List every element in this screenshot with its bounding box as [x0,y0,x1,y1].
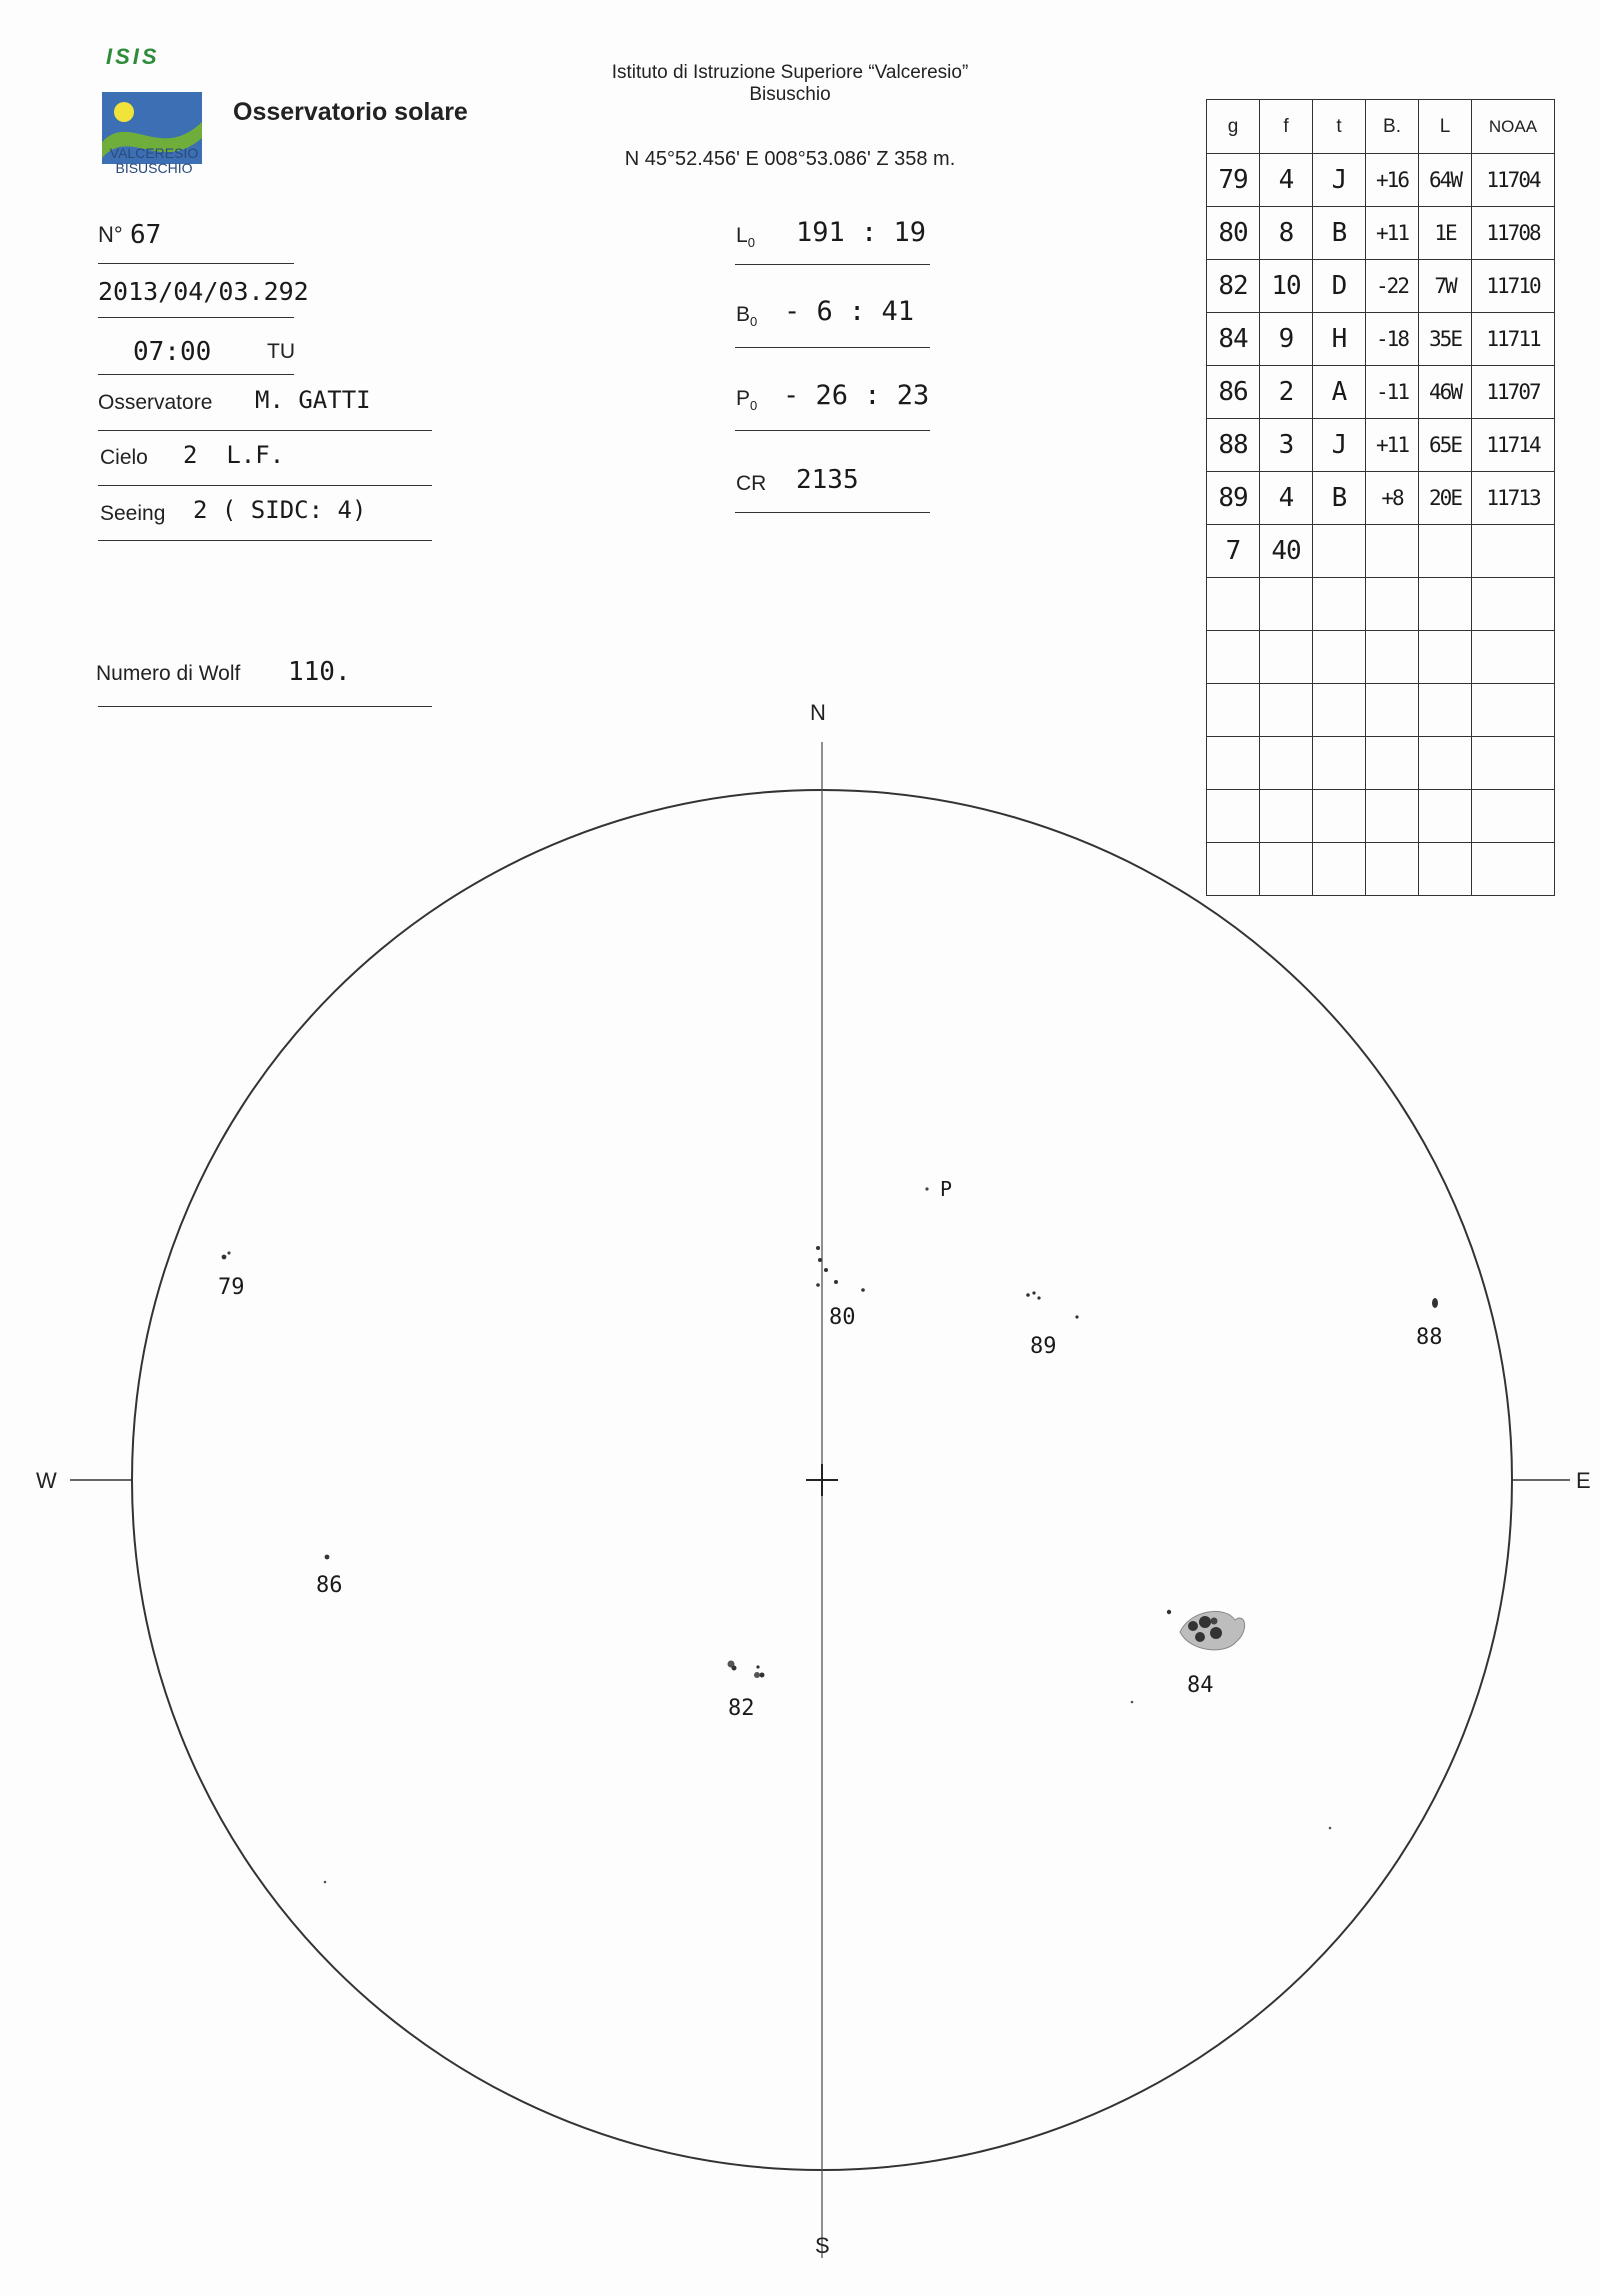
number-value: 67 [130,220,162,250]
stray-dot [1131,1701,1134,1704]
cell: 8 [1260,207,1313,260]
seeing-line [98,540,432,541]
cell: A [1313,366,1366,419]
seeing-label: Seeing [100,502,166,525]
table-row [1207,419,1555,472]
cell: 84 [1207,313,1260,366]
col-header-f: f [1260,100,1313,154]
cell: 64W [1419,154,1472,207]
total-spots: 40 [1260,525,1313,578]
cell: 3 [1260,419,1313,472]
cell: 11704 [1472,154,1555,207]
cell: -18 [1366,313,1419,366]
b0-label: $B_0$ [736,303,758,330]
cell [1419,525,1472,578]
institute-line1: Istituto di Istruzione Superiore “Valceresio” [611,62,969,83]
cell: J [1313,419,1366,472]
cell [1472,525,1555,578]
p0-value: - 26 : 23 [783,380,930,411]
cr-value: 2135 [796,465,859,495]
spot-label-86: 86 [316,1573,343,1598]
cell: -22 [1366,260,1419,313]
cell: 1E [1419,207,1472,260]
table-header-row [1207,100,1555,154]
sunspot-group-89 [1026,1291,1078,1318]
cell: 86 [1207,366,1260,419]
l0-value: 191 : 19 [796,217,927,248]
logo-caption-line2: BISUSCHIO [115,160,193,176]
institute-line2: Bisuschio [749,84,831,105]
cr-line [735,512,930,513]
spot-label-89: 89 [1030,1334,1057,1359]
north-label: N [810,700,826,725]
cell: 10 [1260,260,1313,313]
sky-label: Cielo [100,446,148,469]
spot-label-82: 82 [728,1696,755,1721]
cell: 4 [1260,472,1313,525]
total-groups: 7 [1207,525,1260,578]
cr-label: CR [736,472,767,495]
wolf-value: 110. [288,657,351,687]
time-unit-label: TU [267,340,295,363]
site-coordinates: N 45°52.456' E 008°53.086' Z 358 m. [624,148,956,170]
south-label: S [815,2233,830,2258]
east-label: E [1576,1468,1591,1493]
table-row [1207,472,1555,525]
col-header-noaa: NOAA [1472,100,1555,154]
b0-line [735,347,930,348]
cell: +16 [1366,154,1419,207]
observer-line [98,430,432,431]
cell: +11 [1366,419,1419,472]
number-label: N° [98,222,123,247]
l0-line [735,264,930,265]
cell: B [1313,472,1366,525]
p0-line [735,430,930,431]
cell: +8 [1366,472,1419,525]
observatory-title: Osservatorio solare [233,98,468,126]
observer-value: M. GATTI [255,386,371,414]
p-marker-label: P [940,1177,953,1201]
cell: 65E [1419,419,1472,472]
p-marker-dot [925,1187,928,1190]
cell: H [1313,313,1366,366]
table-empty-row [1207,578,1555,631]
school-logo [98,44,210,184]
sunspot-group-79 [222,1251,231,1259]
cell: 11714 [1472,419,1555,472]
spot-label-79: 79 [218,1275,245,1300]
cell: B [1313,207,1366,260]
cell: 35E [1419,313,1472,366]
west-label: W [36,1468,57,1493]
institute-title [540,62,1040,106]
solar-disk-drawing [0,680,1600,2295]
sunspot-group-86 [325,1555,330,1560]
table-row [1207,313,1555,366]
cell [1313,525,1366,578]
cell: -11 [1366,366,1419,419]
cell: 7W [1419,260,1472,313]
number-line [98,263,294,264]
seeing-value: 2 ( SIDC: 4) [193,496,367,524]
observer-label: Osservatore [98,391,213,414]
cell: 89 [1207,472,1260,525]
b0-value: - 6 : 41 [784,296,915,327]
stray-dot [324,1881,327,1884]
p0-label: $P_0$ [736,387,758,414]
sunspot-group-82 [728,1661,765,1679]
spot-label-84: 84 [1187,1673,1214,1698]
col-header-t: t [1313,100,1366,154]
cell: 11707 [1472,366,1555,419]
cell: 11708 [1472,207,1555,260]
logo-caption-line1: VALCERESIO [109,145,199,161]
table-row [1207,154,1555,207]
cell: 9 [1260,313,1313,366]
cell [1366,525,1419,578]
spot-label-80: 80 [829,1305,856,1330]
table-row [1207,207,1555,260]
sky-line [98,485,432,486]
table-row [1207,366,1555,419]
cell: 88 [1207,419,1260,472]
table-totals-row [1207,525,1555,578]
col-header-l: L [1419,100,1472,154]
cell: 82 [1207,260,1260,313]
table-row [1207,260,1555,313]
cell: 4 [1260,154,1313,207]
col-header-b: B. [1366,100,1419,154]
cell: 11710 [1472,260,1555,313]
date-value: 2013/04/03.292 [98,277,309,306]
cell: 2 [1260,366,1313,419]
sunspot-group-88 [1432,1298,1438,1308]
sunspot-group-84 [1167,1610,1245,1650]
sunspot-group-80 [816,1246,865,1292]
logo-caption [98,146,210,176]
table-empty-row [1207,631,1555,684]
logo-wordmark: ISIS [106,44,160,69]
cell: 80 [1207,207,1260,260]
cell: 11713 [1472,472,1555,525]
l0-label: $L_0$ [736,224,755,251]
cell: D [1313,260,1366,313]
cell: 79 [1207,154,1260,207]
time-value: 07:00 [133,337,212,367]
cell: J [1313,154,1366,207]
stray-dot [1329,1827,1332,1830]
col-header-g: g [1207,100,1260,154]
cell: 11711 [1472,313,1555,366]
wolf-label: Numero di Wolf [96,662,241,685]
time-line [98,374,294,375]
sky-value: 2 L.F. [183,441,285,469]
cell: 46W [1419,366,1472,419]
cell: +11 [1366,207,1419,260]
spot-label-88: 88 [1416,1325,1443,1350]
cell: 20E [1419,472,1472,525]
date-line [98,317,294,318]
